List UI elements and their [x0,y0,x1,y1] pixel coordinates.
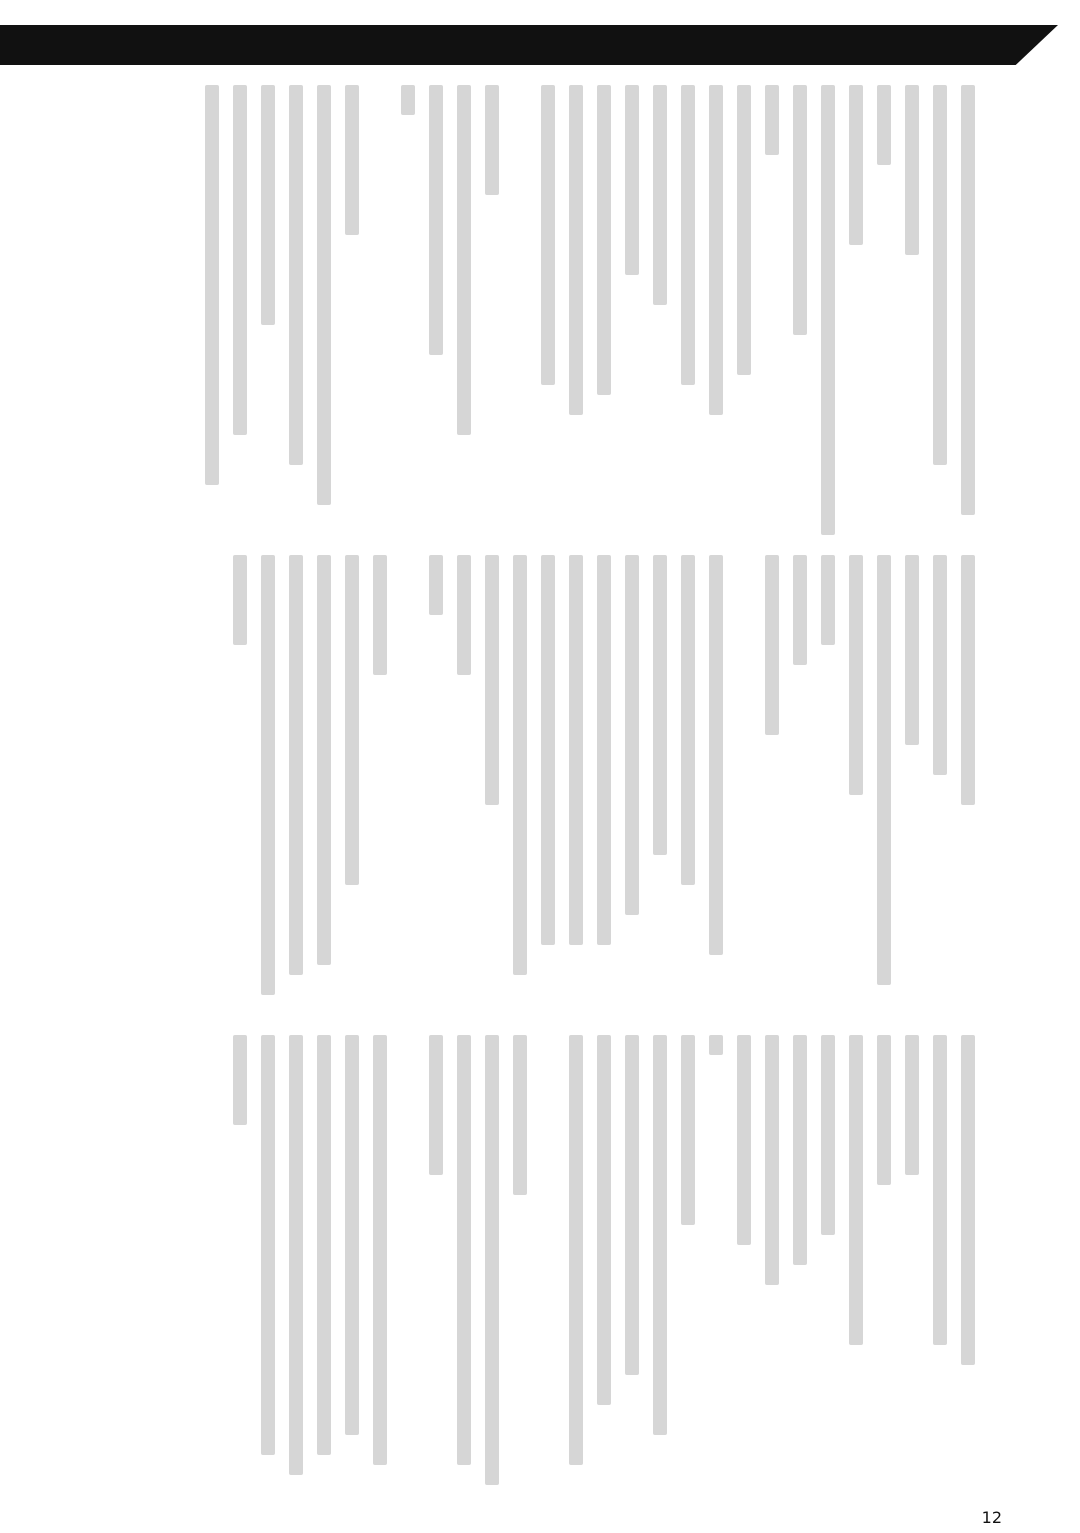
text-column-placeholder [933,85,947,465]
text-column-placeholder [485,555,499,805]
text-column-placeholder [765,1035,779,1285]
text-column-placeholder [653,85,667,305]
text-column-placeholder [681,1035,695,1225]
text-column-placeholder [765,555,779,735]
text-column-placeholder [653,1035,667,1435]
text-column-placeholder [821,85,835,535]
text-column-placeholder [261,1035,275,1455]
text-column-placeholder [709,555,723,955]
text-column-placeholder [205,85,219,485]
text-column-placeholder [541,85,555,385]
text-column-placeholder [793,1035,807,1265]
text-column-placeholder [317,555,331,965]
text-column-placeholder [961,555,975,805]
text-column-placeholder [709,1035,723,1055]
text-column-placeholder [597,85,611,395]
text-column-placeholder [233,555,247,645]
text-column-placeholder [457,555,471,675]
text-column-placeholder [233,1035,247,1125]
text-column-placeholder [905,85,919,255]
header-bar [0,25,1058,65]
text-column-placeholder [569,85,583,415]
text-column-placeholder [345,85,359,235]
text-column-placeholder [737,85,751,375]
text-column-placeholder [653,555,667,855]
text-column-placeholder [877,1035,891,1185]
text-column-placeholder [597,1035,611,1405]
text-band-top [95,85,975,535]
text-column-placeholder [485,1035,499,1485]
text-column-placeholder [289,1035,303,1475]
text-column-placeholder [849,1035,863,1345]
text-column-placeholder [317,1035,331,1455]
text-column-placeholder [513,555,527,975]
text-column-placeholder [569,555,583,945]
text-column-placeholder [261,555,275,995]
text-column-placeholder [625,555,639,915]
page-number: 12 [981,1508,1002,1527]
text-column-placeholder [877,85,891,165]
text-column-placeholder [485,85,499,195]
text-column-placeholder [541,555,555,945]
text-column-placeholder [961,1035,975,1365]
text-column-placeholder [457,1035,471,1465]
text-band-middle [95,555,975,995]
text-column-placeholder [961,85,975,515]
text-column-placeholder [513,1035,527,1195]
text-column-placeholder [233,85,247,435]
text-column-placeholder [345,1035,359,1435]
text-column-placeholder [681,85,695,385]
text-column-placeholder [429,85,443,355]
text-column-placeholder [765,85,779,155]
text-column-placeholder [429,1035,443,1175]
text-column-placeholder [625,1035,639,1375]
text-column-placeholder [849,555,863,795]
text-column-placeholder [625,85,639,275]
text-column-placeholder [401,85,415,115]
text-band-bottom [95,1035,975,1485]
text-column-placeholder [373,1035,387,1465]
text-column-placeholder [877,555,891,985]
text-column-placeholder [681,555,695,885]
text-column-placeholder [793,555,807,665]
text-column-placeholder [933,1035,947,1345]
text-column-placeholder [261,85,275,325]
text-column-placeholder [345,555,359,885]
text-column-placeholder [317,85,331,505]
text-column-placeholder [793,85,807,335]
text-column-placeholder [737,1035,751,1245]
text-column-placeholder [905,555,919,745]
text-column-placeholder [821,555,835,645]
text-column-placeholder [821,1035,835,1235]
text-column-placeholder [457,85,471,435]
text-column-placeholder [373,555,387,675]
text-column-placeholder [849,85,863,245]
text-column-placeholder [429,555,443,615]
text-column-placeholder [709,85,723,415]
text-column-placeholder [569,1035,583,1465]
text-column-placeholder [289,85,303,465]
text-column-placeholder [597,555,611,945]
text-column-placeholder [289,555,303,975]
text-column-placeholder [905,1035,919,1175]
text-column-placeholder [933,555,947,775]
